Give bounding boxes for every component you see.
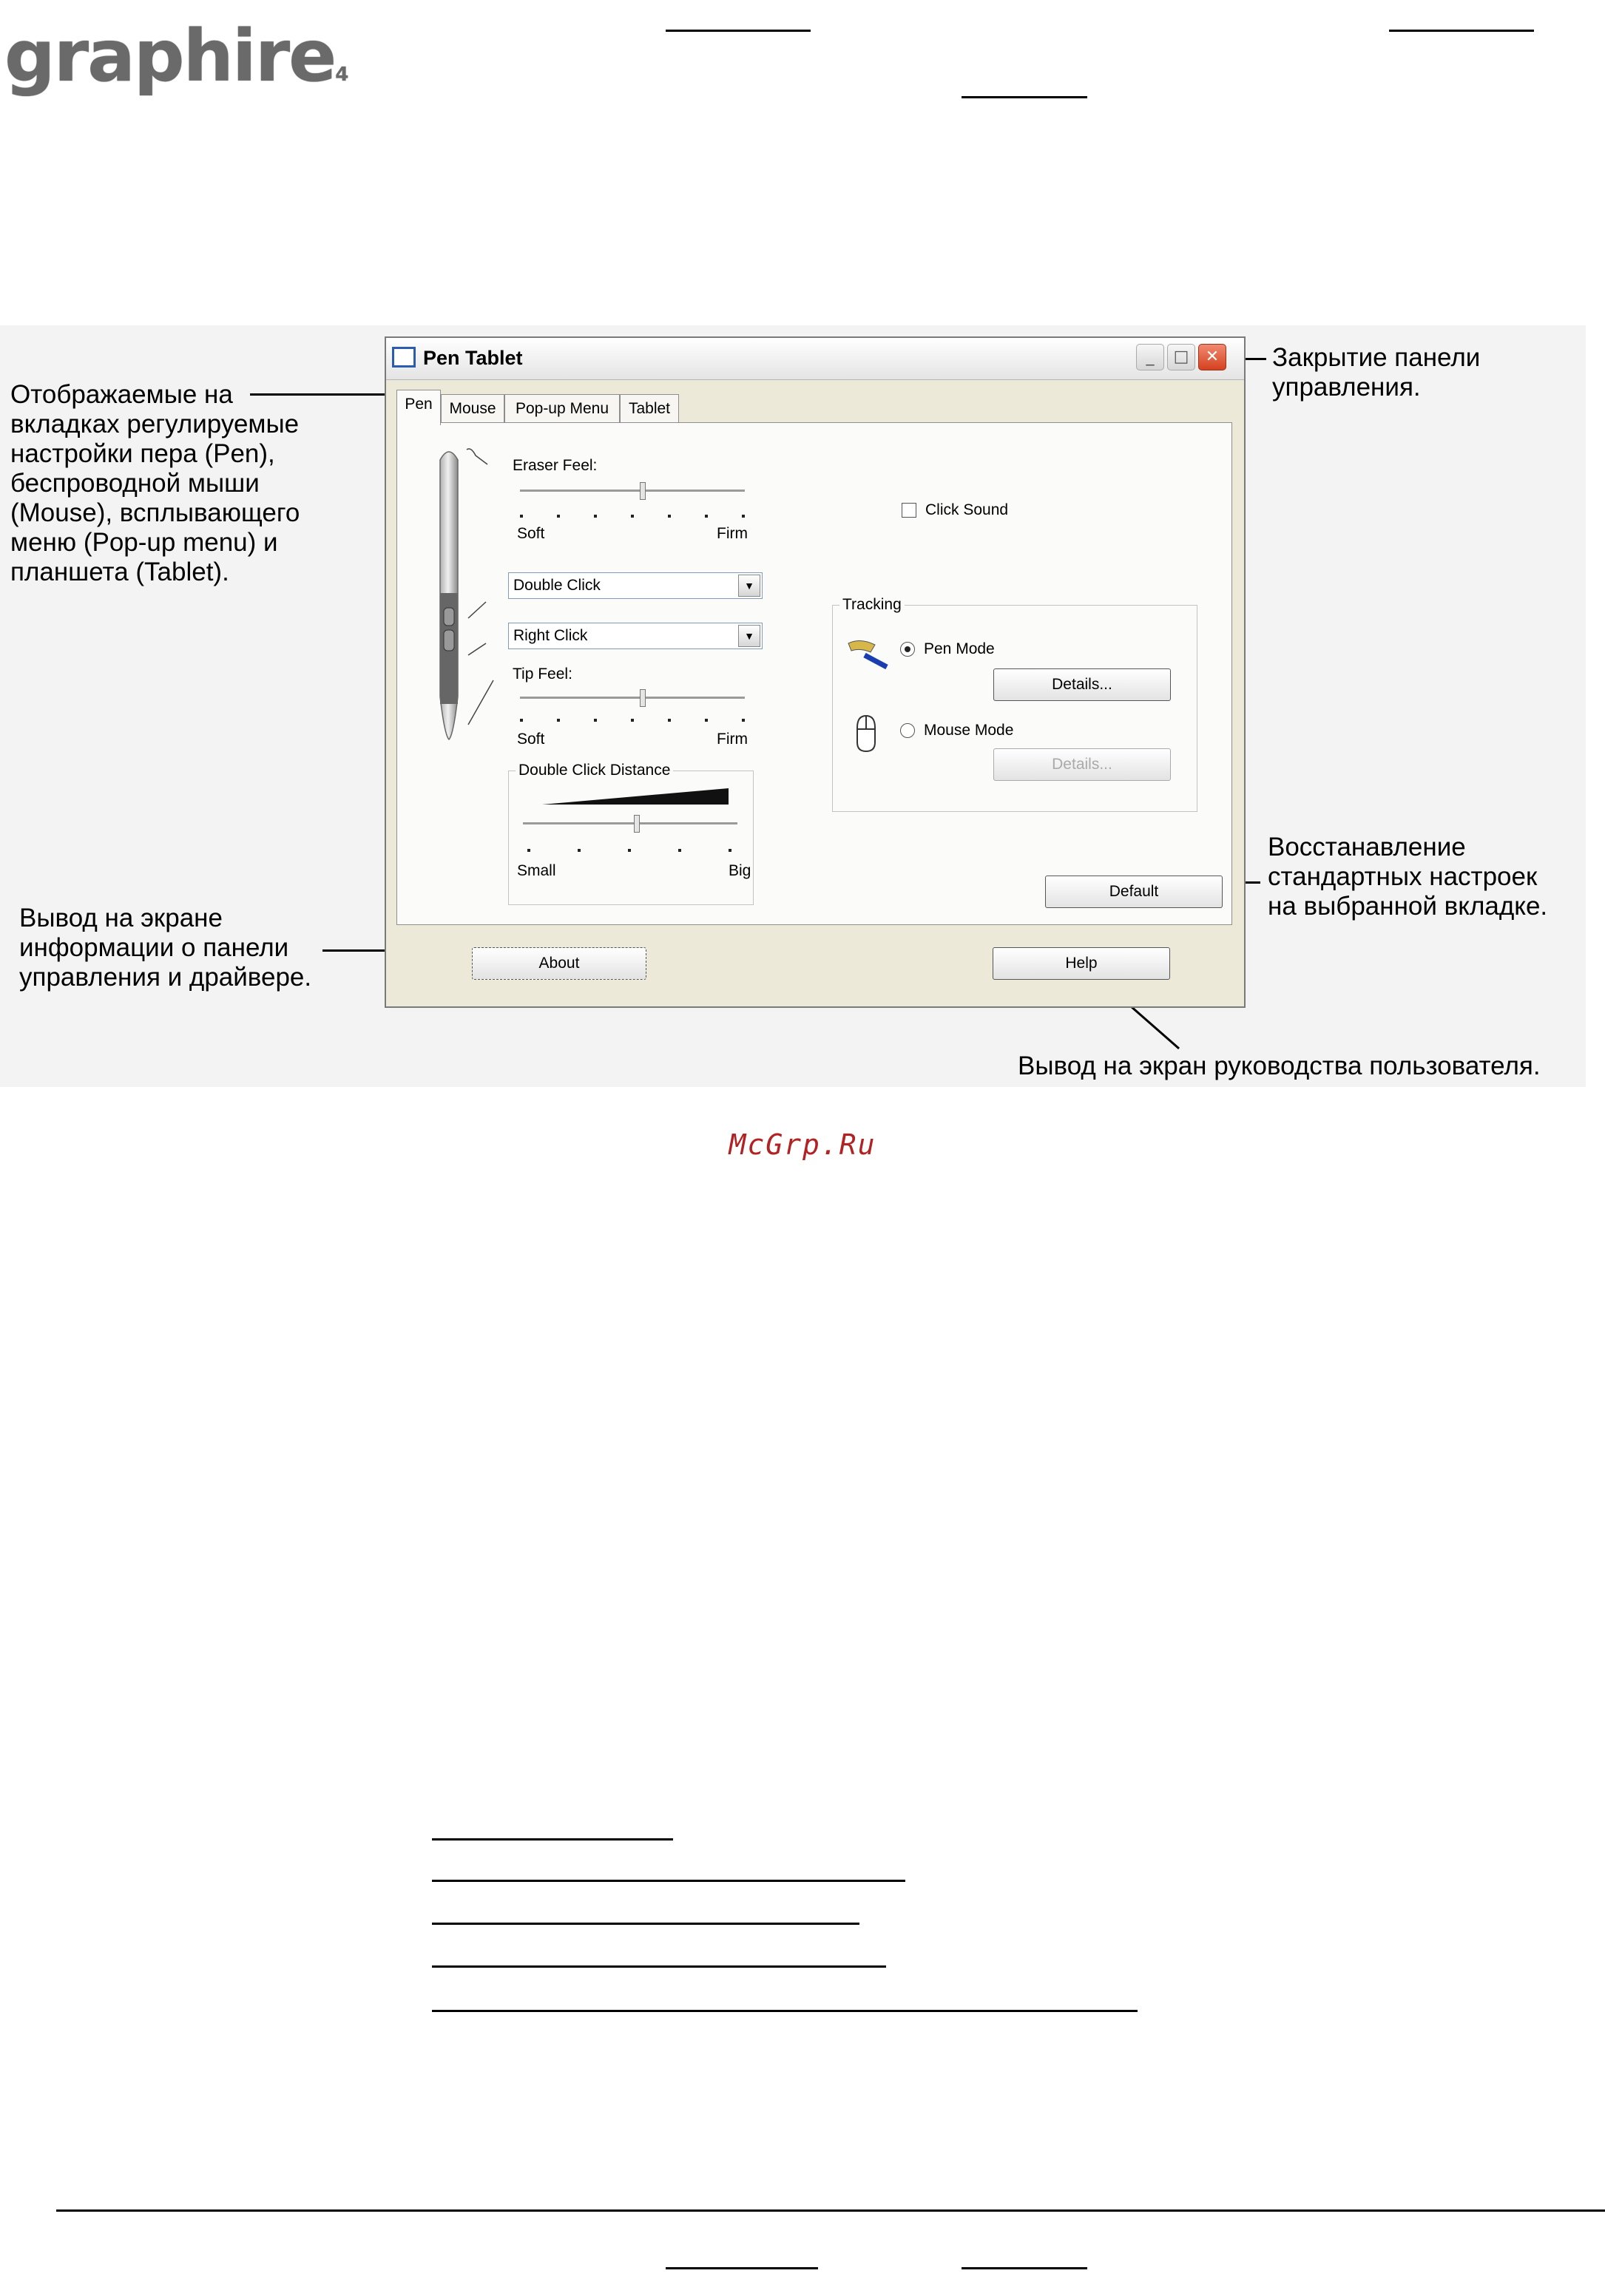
nav-link-contents[interactable] xyxy=(666,30,811,32)
callout-help: Вывод на экран руководства пользователя. xyxy=(1018,1052,1541,1080)
close-icon[interactable]: ✕ xyxy=(1198,344,1226,370)
nav-link-index[interactable] xyxy=(1389,30,1534,32)
graphire-logo: graphire4 xyxy=(4,15,348,98)
link-line-2[interactable] xyxy=(432,1880,905,1882)
pen-mode-icon xyxy=(845,636,891,670)
click-sound-label: Click Sound xyxy=(925,501,1009,518)
pen-tablet-window xyxy=(385,336,1246,1008)
footer-link-index[interactable] xyxy=(962,2267,1087,2269)
chevron-down-icon[interactable]: ▼ xyxy=(738,575,760,597)
chevron-down-icon[interactable]: ▼ xyxy=(738,625,760,647)
footer-link-contents[interactable] xyxy=(666,2267,818,2269)
help-button[interactable]: Help xyxy=(993,947,1170,980)
callout-default: Восстанавление стандартных настроек на выбранной вкладке. xyxy=(1268,833,1548,921)
eraser-feel-min: Soft xyxy=(517,525,545,542)
mouse-mode-label: Mouse Mode xyxy=(924,722,1014,739)
link-line-3[interactable] xyxy=(432,1923,859,1925)
tip-feel-ticks xyxy=(520,719,745,723)
upper-button-value: Double Click xyxy=(513,577,601,594)
double-click-distance-title: Double Click Distance xyxy=(516,762,673,779)
mouse-mode-icon xyxy=(853,713,879,754)
pen-tab-panel xyxy=(396,422,1232,925)
window-icon xyxy=(392,347,416,368)
default-button[interactable]: Default xyxy=(1045,876,1223,908)
lower-button-select[interactable] xyxy=(508,623,763,649)
pen-icon xyxy=(431,445,468,741)
window-title: Pen Tablet xyxy=(423,347,523,369)
lower-button-value: Right Click xyxy=(513,627,588,644)
tab-mouse[interactable]: Mouse xyxy=(441,394,504,424)
link-line-1[interactable] xyxy=(432,1838,673,1840)
double-click-distance-slider[interactable] xyxy=(634,815,640,833)
tab-pen[interactable]: Pen xyxy=(396,390,441,425)
tip-feel-slider[interactable] xyxy=(640,689,646,707)
mouse-mode-radio[interactable] xyxy=(900,723,915,738)
double-click-distance-track xyxy=(523,822,737,825)
callout-about: Вывод на экране информации о панели управления и драйвере. xyxy=(19,904,312,992)
nav-link-back[interactable] xyxy=(962,96,1087,98)
eraser-feel-max: Firm xyxy=(717,525,748,542)
eraser-feel-slider[interactable] xyxy=(640,482,646,500)
footer-rule xyxy=(56,2209,1605,2212)
double-click-distance-min: Small xyxy=(517,862,556,879)
distance-wedge-icon xyxy=(542,787,730,806)
callout-close: Закрытие панели управления. xyxy=(1272,343,1481,402)
tip-feel-label: Tip Feel: xyxy=(513,666,572,683)
link-line-5[interactable] xyxy=(432,2010,1138,2012)
pen-mode-label: Pen Mode xyxy=(924,640,995,657)
tip-feel-min: Soft xyxy=(517,731,545,748)
callout-tabs: Отображаемые на вкладках регулируемые настройки пера (Pen), беспроводной мыши (Mouse), всплывающего меню (Pop-up menu) и планшета (Tablet). xyxy=(10,380,300,586)
click-sound-checkbox[interactable] xyxy=(902,503,916,518)
about-button[interactable]: About xyxy=(472,947,646,980)
tip-feel-track xyxy=(520,697,745,700)
tab-popup-menu[interactable]: Pop-up Menu xyxy=(504,394,620,424)
upper-button-select[interactable] xyxy=(508,572,763,599)
title-bar[interactable] xyxy=(386,338,1244,380)
tab-tablet[interactable]: Tablet xyxy=(620,394,679,424)
callout-line-tabs xyxy=(250,393,389,396)
eraser-feel-ticks xyxy=(520,515,745,519)
maximize-icon[interactable]: □ xyxy=(1167,344,1195,370)
pen-mode-radio[interactable] xyxy=(900,642,915,657)
minimize-icon[interactable]: _ xyxy=(1136,344,1164,370)
eraser-feel-track xyxy=(520,490,745,492)
tip-feel-max: Firm xyxy=(717,731,748,748)
double-click-distance-max: Big xyxy=(729,862,751,879)
mouse-mode-details-button[interactable]: Details... xyxy=(993,748,1171,781)
double-click-distance-ticks xyxy=(527,849,734,853)
link-line-4[interactable] xyxy=(432,1965,886,1968)
watermark: McGrp.Ru xyxy=(729,1128,876,1161)
pen-mode-details-button[interactable]: Details... xyxy=(993,668,1171,701)
tracking-title: Tracking xyxy=(839,596,905,614)
eraser-feel-label: Eraser Feel: xyxy=(513,457,598,474)
